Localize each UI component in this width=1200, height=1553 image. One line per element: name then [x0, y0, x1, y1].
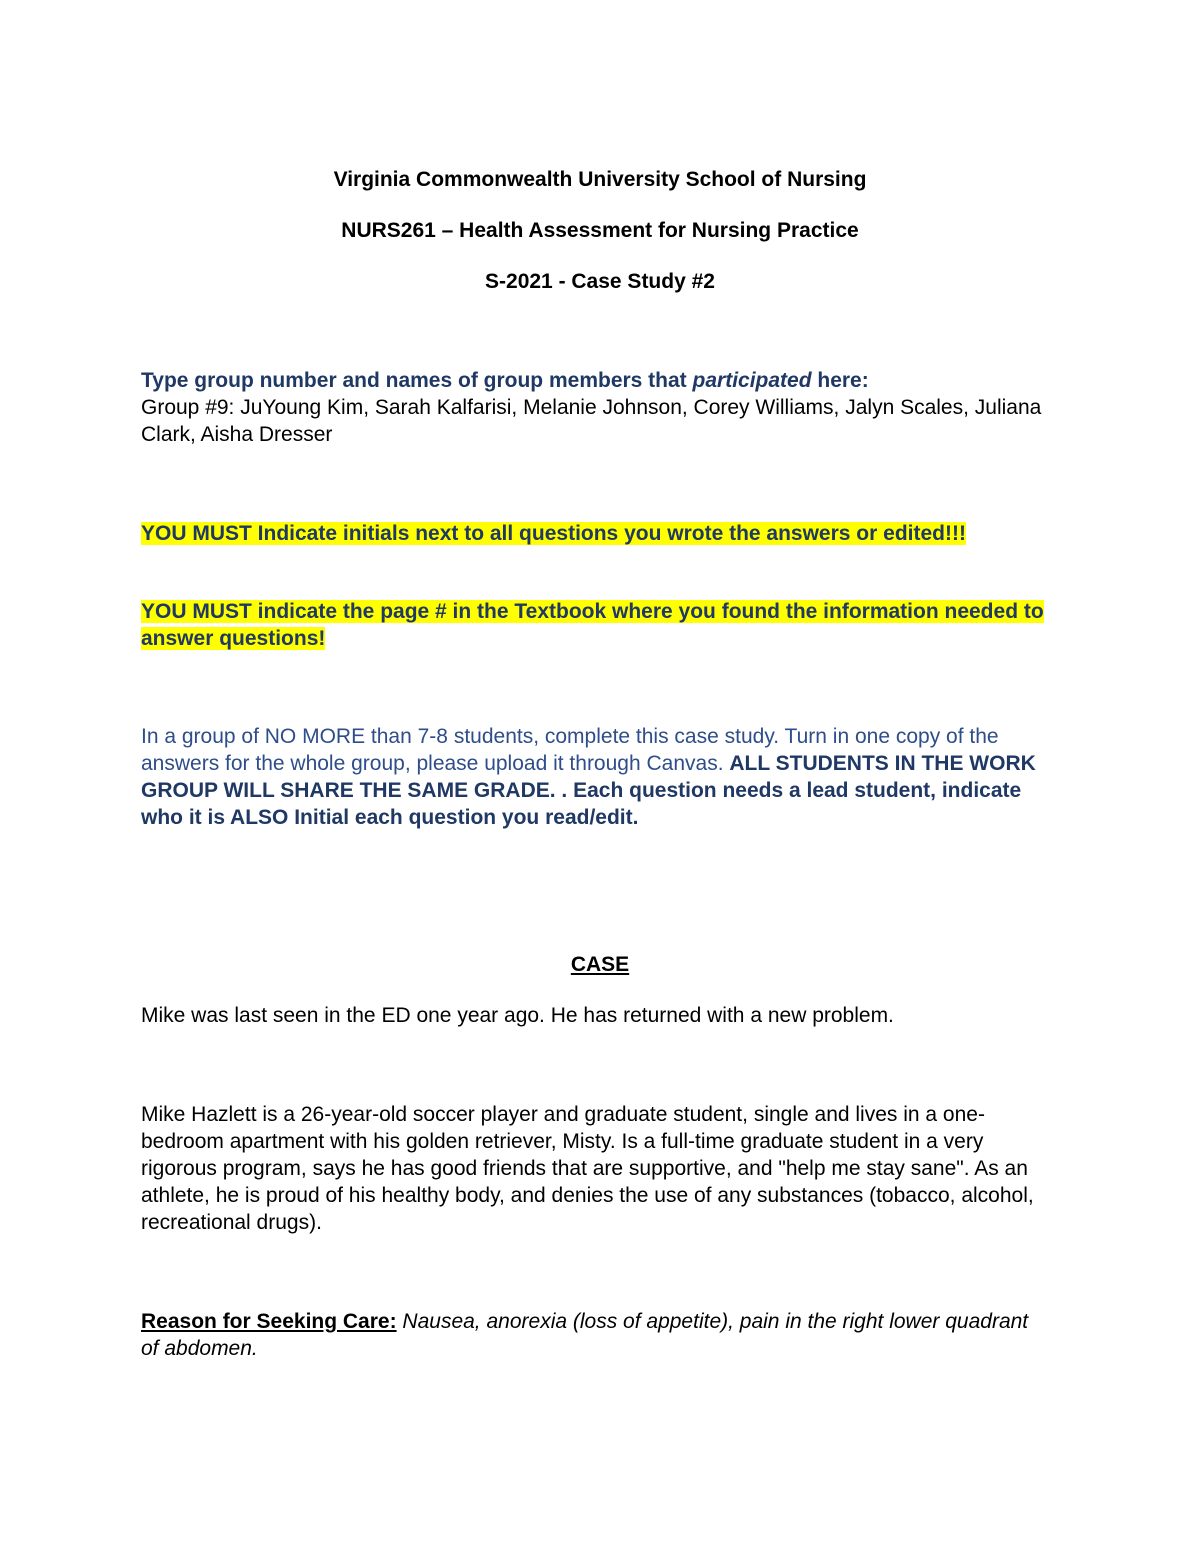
initials-notice [141, 520, 1051, 547]
group-prompt [141, 367, 1051, 394]
initials-notice-text: YOU MUST Indicate initials next to all questions you wrote the answers or edited!!! [141, 522, 966, 545]
page-number-notice-text: YOU MUST indicate the page # in the Textbook where you found the information needed to answer questions! [141, 600, 1044, 650]
instructions-regular: In a group of NO MORE than 7-8 students, complete this case study. Turn in one copy of the answers for the whole group, please upload it through Canvas. [141, 725, 999, 775]
reason-label: Reason for Seeking Care: [141, 1310, 397, 1333]
instructions-bold: ALL STUDENTS IN THE WORK GROUP WILL SHARE THE SAME GRADE. . Each question needs a lead student, indicate who it is ALSO Initial each question you read/edit. [141, 752, 1036, 829]
group-section [141, 367, 1051, 448]
group-prompt-emphasis: participated [692, 369, 812, 392]
institution-title: Virginia Commonwealth University School of Nursing [333, 168, 867, 191]
case-heading: CASE [570, 953, 630, 976]
course-title: NURS261 – Health Assessment for Nursing Practice [341, 219, 859, 242]
group-prompt-start: Type group number and names of group members that [141, 369, 693, 392]
instructions [141, 723, 1051, 831]
assignment-title: S-2021 - Case Study #2 [485, 270, 715, 293]
reason-text: Nausea, anorexia (loss of appetite), pain in the right lower quadrant of abdomen. [141, 1310, 1029, 1360]
case-intro-block [141, 1002, 1051, 1029]
case-description-block [141, 1101, 1051, 1236]
page-number-notice [141, 598, 1051, 652]
group-prompt-end: here: [811, 369, 869, 392]
reason-block [141, 1308, 1051, 1362]
group-members: Group #9: JuYoung Kim, Sarah Kalfarisi, Melanie Johnson, Corey Williams, Jalyn Scales, Juliana Clark, Aisha Dresser [141, 396, 1042, 446]
case-description: Mike Hazlett is a 26-year-old soccer player and graduate student, single and lives in a one-bedroom apartment with his golden retriever, Misty. Is a full-time graduate student in a very rigorous program, says he has good friends that are supportive, and "help me stay sane". As an athlete, he is proud of his healthy body, and denies the use of any substances (tobacco, alcohol, recreational drugs). [141, 1103, 1034, 1234]
case-intro: Mike was last seen in the ED one year ago. He has returned with a new problem. [141, 1004, 894, 1027]
